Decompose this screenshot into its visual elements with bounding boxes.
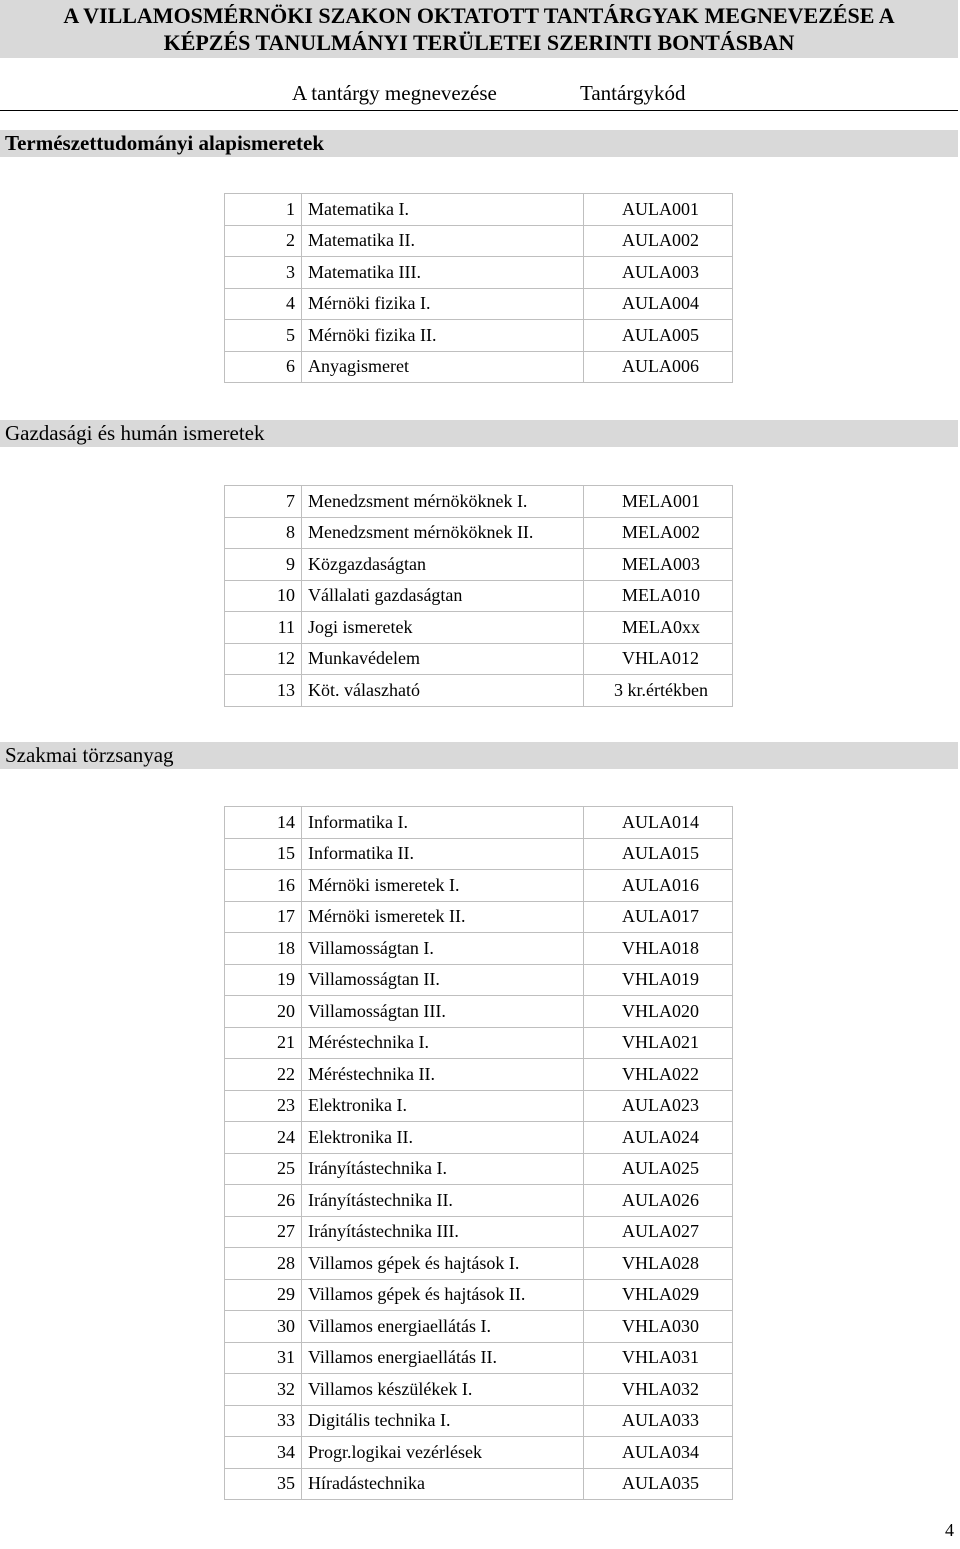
table-row — [225, 486, 733, 518]
course-code: AULA006 — [584, 351, 733, 383]
course-number: 7 — [225, 486, 302, 518]
course-code: VHLA031 — [584, 1342, 733, 1374]
course-code: AULA015 — [584, 838, 733, 870]
course-name: Irányítástechnika II. — [302, 1185, 584, 1217]
course-name: Anyagismeret — [302, 351, 584, 383]
section-title-natural-sciences: Természettudományi alapismeretek — [0, 130, 958, 157]
course-name: Menedzsment mérnököknek II. — [302, 517, 584, 549]
course-name: Méréstechnika II. — [302, 1059, 584, 1091]
course-number: 31 — [225, 1342, 302, 1374]
table-row — [225, 1059, 733, 1091]
course-name: Mérnöki fizika II. — [302, 320, 584, 352]
table-row — [225, 1185, 733, 1217]
course-code: MELA002 — [584, 517, 733, 549]
course-name: Digitális technika I. — [302, 1405, 584, 1437]
table-row — [225, 675, 733, 707]
course-number: 17 — [225, 901, 302, 933]
course-number: 20 — [225, 996, 302, 1028]
document-title — [0, 0, 958, 58]
table-row — [225, 1153, 733, 1185]
course-number: 5 — [225, 320, 302, 352]
course-name: Villamosságtan II. — [302, 964, 584, 996]
course-number: 1 — [225, 194, 302, 226]
section-title-core-professional: Szakmai törzsanyag — [0, 742, 958, 769]
table-row — [225, 964, 733, 996]
course-code: AULA033 — [584, 1405, 733, 1437]
course-code: MELA0xx — [584, 612, 733, 644]
course-code: AULA001 — [584, 194, 733, 226]
course-name: Vállalati gazdaságtan — [302, 580, 584, 612]
course-number: 10 — [225, 580, 302, 612]
course-name: Villamos energiaellátás II. — [302, 1342, 584, 1374]
course-number: 33 — [225, 1405, 302, 1437]
course-code: AULA034 — [584, 1437, 733, 1469]
course-code: VHLA029 — [584, 1279, 733, 1311]
table-row — [225, 320, 733, 352]
course-name: Munkavédelem — [302, 643, 584, 675]
course-code: MELA010 — [584, 580, 733, 612]
table-row — [225, 838, 733, 870]
table-row — [225, 580, 733, 612]
table-row — [225, 1279, 733, 1311]
course-table-core-professional — [224, 806, 733, 1500]
course-code: AULA024 — [584, 1122, 733, 1154]
table-row — [225, 1311, 733, 1343]
course-name: Matematika II. — [302, 225, 584, 257]
table-row — [225, 1216, 733, 1248]
table-row — [225, 1122, 733, 1154]
table-row — [225, 1468, 733, 1500]
table-row — [225, 351, 733, 383]
course-table-economics-humanities — [224, 485, 733, 707]
course-name: Elektronika I. — [302, 1090, 584, 1122]
table-row — [225, 194, 733, 226]
course-name: Irányítástechnika III. — [302, 1216, 584, 1248]
title-line-1: A VILLAMOSMÉRNÖKI SZAKON OKTATOTT TANTÁRGYAK MEGNEVEZÉSE A — [63, 3, 895, 28]
course-code: AULA016 — [584, 870, 733, 902]
course-number: 23 — [225, 1090, 302, 1122]
table-row — [225, 933, 733, 965]
course-number: 21 — [225, 1027, 302, 1059]
course-number: 19 — [225, 964, 302, 996]
course-name: Mérnöki ismeretek II. — [302, 901, 584, 933]
course-number: 30 — [225, 1311, 302, 1343]
table-row — [225, 257, 733, 289]
course-number: 9 — [225, 549, 302, 581]
course-name: Mérnöki fizika I. — [302, 288, 584, 320]
course-name: Híradástechnika — [302, 1468, 584, 1500]
table-row — [225, 225, 733, 257]
course-name: Villamosságtan III. — [302, 996, 584, 1028]
course-code: AULA017 — [584, 901, 733, 933]
course-number: 25 — [225, 1153, 302, 1185]
course-name: Menedzsment mérnököknek I. — [302, 486, 584, 518]
course-name: Mérnöki ismeretek I. — [302, 870, 584, 902]
table-row — [225, 517, 733, 549]
course-number: 16 — [225, 870, 302, 902]
course-code: AULA004 — [584, 288, 733, 320]
course-number: 3 — [225, 257, 302, 289]
table-row — [225, 1405, 733, 1437]
course-number: 32 — [225, 1374, 302, 1406]
course-name: Matematika I. — [302, 194, 584, 226]
course-name: Informatika I. — [302, 807, 584, 839]
course-code: AULA035 — [584, 1468, 733, 1500]
course-code: VHLA012 — [584, 643, 733, 675]
course-code: VHLA030 — [584, 1311, 733, 1343]
course-name: Matematika III. — [302, 257, 584, 289]
course-name: Villamos gépek és hajtások I. — [302, 1248, 584, 1280]
course-number: 13 — [225, 675, 302, 707]
course-number: 27 — [225, 1216, 302, 1248]
course-name: Irányítástechnika I. — [302, 1153, 584, 1185]
course-name: Progr.logikai vezérlések — [302, 1437, 584, 1469]
course-code: AULA025 — [584, 1153, 733, 1185]
subject-name-header: A tantárgy megnevezése — [292, 81, 497, 105]
page-number: 4 — [945, 1520, 954, 1540]
course-number: 8 — [225, 517, 302, 549]
table-row — [225, 1248, 733, 1280]
course-name: Közgazdaságtan — [302, 549, 584, 581]
table-row — [225, 612, 733, 644]
table-row — [225, 807, 733, 839]
course-number: 11 — [225, 612, 302, 644]
course-code: VHLA018 — [584, 933, 733, 965]
course-code: AULA014 — [584, 807, 733, 839]
course-code: AULA027 — [584, 1216, 733, 1248]
course-number: 2 — [225, 225, 302, 257]
course-number: 12 — [225, 643, 302, 675]
course-name: Informatika II. — [302, 838, 584, 870]
table-row — [225, 1027, 733, 1059]
course-number: 4 — [225, 288, 302, 320]
course-number: 29 — [225, 1279, 302, 1311]
section-title-economics-humanities: Gazdasági és humán ismeretek — [0, 420, 958, 447]
course-code: VHLA020 — [584, 996, 733, 1028]
course-number: 22 — [225, 1059, 302, 1091]
course-name: Méréstechnika I. — [302, 1027, 584, 1059]
course-code: VHLA019 — [584, 964, 733, 996]
course-code: MELA003 — [584, 549, 733, 581]
table-row — [225, 1090, 733, 1122]
course-code: VHLA022 — [584, 1059, 733, 1091]
course-code: VHLA028 — [584, 1248, 733, 1280]
course-code: AULA026 — [584, 1185, 733, 1217]
course-code: AULA002 — [584, 225, 733, 257]
course-number: 24 — [225, 1122, 302, 1154]
table-row — [225, 1437, 733, 1469]
course-code: AULA003 — [584, 257, 733, 289]
header-divider — [0, 110, 958, 111]
course-number: 35 — [225, 1468, 302, 1500]
table-row — [225, 549, 733, 581]
course-number: 14 — [225, 807, 302, 839]
course-table-natural-sciences — [224, 193, 733, 383]
course-number: 28 — [225, 1248, 302, 1280]
table-row — [225, 1342, 733, 1374]
course-number: 34 — [225, 1437, 302, 1469]
course-code: 3 kr.értékben — [584, 675, 733, 707]
course-name: Köt. válaszható — [302, 675, 584, 707]
course-code: AULA005 — [584, 320, 733, 352]
course-number: 15 — [225, 838, 302, 870]
table-row — [225, 996, 733, 1028]
title-line-2: KÉPZÉS TANULMÁNYI TERÜLETEI SZERINTI BONTÁSBAN — [163, 30, 795, 55]
course-code: MELA001 — [584, 486, 733, 518]
course-name: Villamos gépek és hajtások II. — [302, 1279, 584, 1311]
table-row — [225, 1374, 733, 1406]
course-name: Jogi ismeretek — [302, 612, 584, 644]
course-code: VHLA032 — [584, 1374, 733, 1406]
course-number: 18 — [225, 933, 302, 965]
course-code: VHLA021 — [584, 1027, 733, 1059]
course-code: AULA023 — [584, 1090, 733, 1122]
course-name: Elektronika II. — [302, 1122, 584, 1154]
course-number: 6 — [225, 351, 302, 383]
table-row — [225, 288, 733, 320]
course-name: Villamos energiaellátás I. — [302, 1311, 584, 1343]
table-row — [225, 643, 733, 675]
course-name: Villamos készülékek I. — [302, 1374, 584, 1406]
table-row — [225, 870, 733, 902]
table-row — [225, 901, 733, 933]
course-name: Villamosságtan I. — [302, 933, 584, 965]
subject-code-header: Tantárgykód — [580, 81, 686, 105]
course-number: 26 — [225, 1185, 302, 1217]
